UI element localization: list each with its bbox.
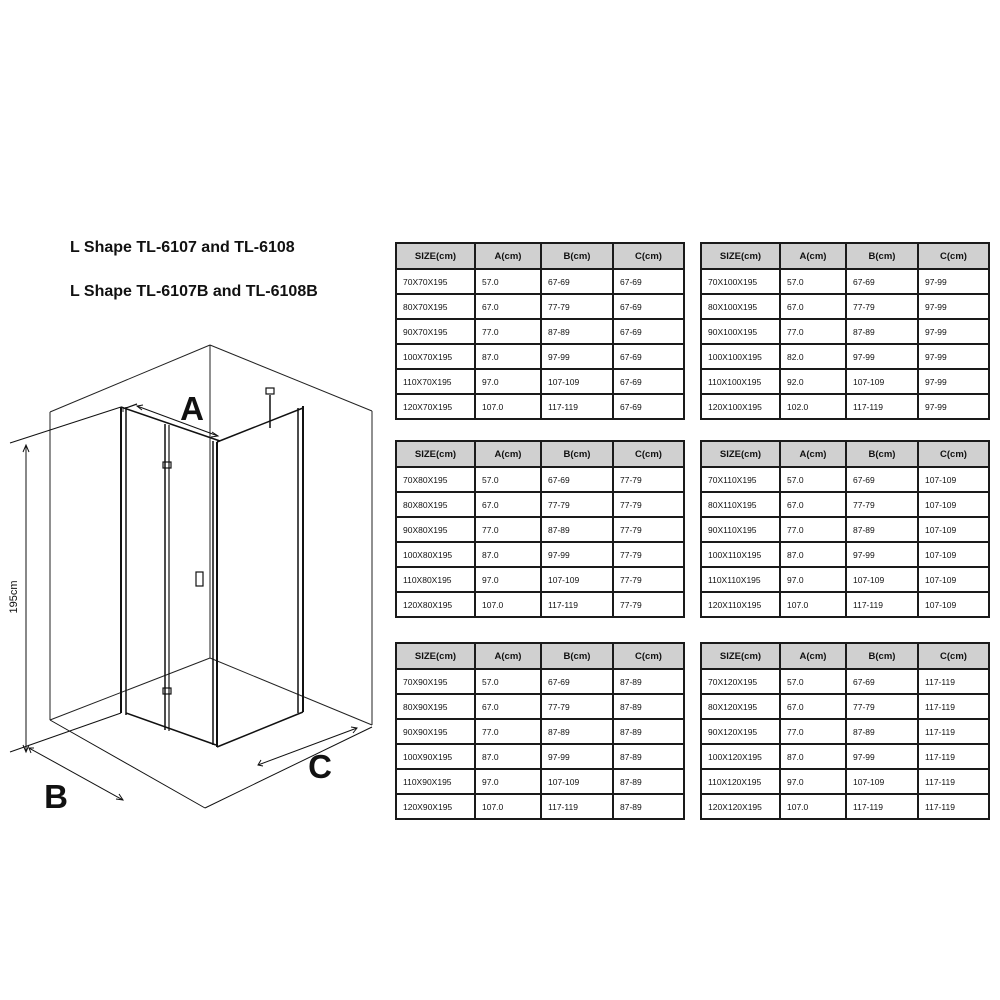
cell-c: 117-119: [918, 694, 989, 719]
cell-size: 80X120X195: [701, 694, 780, 719]
cell-size: 90X90X195: [396, 719, 475, 744]
cell-size: 100X120X195: [701, 744, 780, 769]
cell-b: 117-119: [541, 794, 613, 819]
cell-size: 90X70X195: [396, 319, 475, 344]
cell-c: 117-119: [925, 801, 955, 812]
cell-b: 77-79: [846, 294, 918, 319]
table-row: [396, 769, 684, 794]
cell-a: 67.0: [475, 492, 541, 517]
cell-b: 67-69: [846, 467, 918, 492]
table-row: [701, 769, 989, 794]
cell-a: 57.0: [475, 669, 541, 694]
cell-b: 97-99: [846, 344, 918, 369]
cell-b: 97-99: [541, 344, 613, 369]
table-row: [396, 394, 684, 419]
header-b: B(cm): [541, 441, 613, 467]
table-row: [701, 694, 989, 719]
cell-a: 97.0: [475, 369, 541, 394]
table-row: [701, 492, 989, 517]
cell-c: 67-69: [613, 269, 684, 294]
cell-b: 107-109: [846, 369, 918, 394]
cell-c: 97-99: [918, 294, 989, 319]
header-size: SIZE(cm): [701, 441, 780, 467]
header-c: C(cm): [613, 643, 684, 669]
cell-b: 77-79: [541, 492, 613, 517]
cell-size: 100X70X195: [396, 344, 475, 369]
cell-size: 70X90X195: [396, 669, 475, 694]
cell-size: 110X80X195: [396, 567, 475, 592]
size-table-depth-100: [700, 242, 990, 420]
cell-c: 87-89: [620, 801, 642, 812]
cell-a: 107.0: [780, 592, 846, 617]
cell-c: 87-89: [613, 669, 684, 694]
cell-c: 77-79: [613, 542, 684, 567]
header-a: A(cm): [780, 643, 846, 669]
cell-b: 107-109: [541, 567, 613, 592]
table-row: [701, 369, 989, 394]
cell-b: 117-119: [846, 592, 918, 617]
cell-c: 117-119: [918, 744, 989, 769]
cell-size: 70X70X195: [396, 269, 475, 294]
cell-size: 120X120X195: [701, 794, 780, 819]
cell-b: 67-69: [541, 467, 613, 492]
cell-size: 100X80X195: [396, 542, 475, 567]
cell-a: 57.0: [780, 467, 846, 492]
cell-b: 67-69: [541, 269, 613, 294]
header-b: B(cm): [846, 643, 918, 669]
cell-a: 57.0: [475, 269, 541, 294]
table-row: [701, 794, 989, 819]
cell-size: 90X120X195: [701, 719, 780, 744]
header-size: SIZE(cm): [396, 643, 475, 669]
cell-b: 87-89: [846, 719, 918, 744]
diagram-title-primary: L Shape TL-6107 and TL-6108: [70, 239, 295, 256]
cell-size: 120X90X195: [396, 794, 475, 819]
cell-c: 87-89: [613, 744, 684, 769]
cell-size: 110X100X195: [701, 369, 780, 394]
diagram-title-secondary: L Shape TL-6107B and TL-6108B: [70, 283, 318, 300]
header-a: A(cm): [475, 441, 541, 467]
cell-b: 87-89: [541, 719, 613, 744]
cell-b: 107-109: [541, 369, 613, 394]
cell-b: 87-89: [846, 517, 918, 542]
table-row: [701, 744, 989, 769]
cell-c: 77-79: [613, 517, 684, 542]
cell-a: 67.0: [780, 294, 846, 319]
cell-size: 120X70X195: [396, 394, 475, 419]
cell-c: 77-79: [620, 599, 642, 610]
cell-size: 80X70X195: [396, 294, 475, 319]
table-row: [701, 294, 989, 319]
table-row: [701, 669, 989, 694]
cell-b: 97-99: [541, 744, 613, 769]
cell-size: 70X110X195: [701, 467, 780, 492]
cell-c: 107-109: [918, 542, 989, 567]
table-header-row: [396, 643, 684, 669]
table-row: [396, 467, 684, 492]
cell-b: 87-89: [541, 517, 613, 542]
table-header-row: [701, 643, 989, 669]
header-size: SIZE(cm): [396, 243, 475, 269]
header-c: C(cm): [613, 441, 684, 467]
cell-size: 100X100X195: [701, 344, 780, 369]
cell-c: 97-99: [925, 401, 947, 412]
table-row: [396, 542, 684, 567]
cell-b: 97-99: [846, 542, 918, 567]
cell-c: 67-69: [613, 344, 684, 369]
table-row: [701, 344, 989, 369]
cell-a: 107.0: [780, 794, 846, 819]
cell-size: 90X100X195: [701, 319, 780, 344]
cell-size: 110X70X195: [396, 369, 475, 394]
cell-size: 70X80X195: [396, 467, 475, 492]
cell-a: 67.0: [780, 694, 846, 719]
table-row: [701, 719, 989, 744]
cell-a: 57.0: [780, 669, 846, 694]
cell-b: 117-119: [541, 394, 613, 419]
table-row: [396, 517, 684, 542]
header-a: A(cm): [475, 243, 541, 269]
cell-a: 77.0: [475, 319, 541, 344]
cell-size: 120X100X195: [701, 394, 780, 419]
table-row: [396, 567, 684, 592]
header-b: B(cm): [541, 643, 613, 669]
header-size: SIZE(cm): [701, 643, 780, 669]
cell-a: 77.0: [780, 319, 846, 344]
cell-b: 67-69: [541, 669, 613, 694]
table-row: [701, 592, 989, 617]
cell-a: 87.0: [780, 542, 846, 567]
cell-c: 77-79: [613, 467, 684, 492]
cell-size: 80X90X195: [396, 694, 475, 719]
header-c: C(cm): [918, 243, 989, 269]
cell-size: 120X80X195: [396, 592, 475, 617]
cell-a: 87.0: [475, 744, 541, 769]
shower-enclosure-drawing: [0, 330, 380, 830]
cell-a: 67.0: [475, 694, 541, 719]
room-walls: [50, 345, 372, 725]
cell-a: 102.0: [780, 394, 846, 419]
table-row: [396, 492, 684, 517]
cell-c: 117-119: [918, 769, 989, 794]
cell-b: 77-79: [846, 694, 918, 719]
size-table-depth-90: [395, 642, 685, 820]
table-row: [396, 669, 684, 694]
table-header-row: [396, 441, 684, 467]
header-size: SIZE(cm): [701, 243, 780, 269]
header-b: B(cm): [541, 243, 613, 269]
cell-a: 82.0: [780, 344, 846, 369]
cell-c: 97-99: [918, 369, 989, 394]
cell-b: 117-119: [846, 394, 918, 419]
cell-b: 97-99: [541, 542, 613, 567]
cell-c: 77-79: [613, 492, 684, 517]
cell-c: 117-119: [918, 719, 989, 744]
table-header-row: [396, 243, 684, 269]
cell-c: 87-89: [613, 694, 684, 719]
cell-a: 77.0: [475, 517, 541, 542]
size-table-depth-80: [395, 440, 685, 618]
cell-c: 87-89: [613, 769, 684, 794]
header-a: A(cm): [780, 441, 846, 467]
table-row: [701, 269, 989, 294]
cell-b: 77-79: [846, 492, 918, 517]
cell-c: 117-119: [918, 669, 989, 694]
shower-enclosure: [121, 388, 303, 747]
size-table-depth-70: [395, 242, 685, 420]
cell-b: 87-89: [541, 319, 613, 344]
dimension-label-b: B: [44, 778, 68, 815]
table-row: [396, 319, 684, 344]
table-row: [396, 794, 684, 819]
cell-b: 97-99: [846, 744, 918, 769]
table-row: [396, 694, 684, 719]
cell-c: 87-89: [613, 719, 684, 744]
cell-c: 67-69: [613, 369, 684, 394]
cell-a: 97.0: [475, 567, 541, 592]
cell-b: 107-109: [846, 769, 918, 794]
table-row: [701, 517, 989, 542]
header-b: B(cm): [846, 441, 918, 467]
table-row: [396, 294, 684, 319]
height-label: 195cm: [8, 580, 20, 614]
cell-a: 77.0: [475, 719, 541, 744]
cell-size: 100X90X195: [396, 744, 475, 769]
cell-c: 67-69: [613, 319, 684, 344]
cell-c: 107-109: [918, 517, 989, 542]
cell-a: 92.0: [780, 369, 846, 394]
cell-c: 107-109: [918, 492, 989, 517]
cell-size: 70X100X195: [701, 269, 780, 294]
cell-c: 67-69: [613, 294, 684, 319]
cell-a: 77.0: [780, 719, 846, 744]
cell-b: 107-109: [541, 769, 613, 794]
cell-a: 77.0: [780, 517, 846, 542]
dimension-label-a: A: [180, 390, 204, 427]
cell-b: 87-89: [846, 319, 918, 344]
cell-size: 90X80X195: [396, 517, 475, 542]
header-a: A(cm): [780, 243, 846, 269]
cell-c: 107-109: [918, 567, 989, 592]
table-row: [396, 344, 684, 369]
header-c: C(cm): [613, 243, 684, 269]
cell-a: 87.0: [780, 744, 846, 769]
cell-c: 97-99: [918, 269, 989, 294]
cell-a: 107.0: [475, 592, 541, 617]
cell-a: 67.0: [475, 294, 541, 319]
table-row: [396, 719, 684, 744]
cell-c: 97-99: [918, 344, 989, 369]
cell-b: 117-119: [541, 592, 613, 617]
table-header-row: [701, 441, 989, 467]
table-row: [701, 542, 989, 567]
cell-size: 80X80X195: [396, 492, 475, 517]
header-c: C(cm): [918, 441, 989, 467]
header-a: A(cm): [475, 643, 541, 669]
cell-a: 97.0: [475, 769, 541, 794]
cell-size: 90X110X195: [701, 517, 780, 542]
cell-size: 100X110X195: [701, 542, 780, 567]
cell-a: 67.0: [780, 492, 846, 517]
cell-size: 70X120X195: [701, 669, 780, 694]
cell-b: 77-79: [541, 294, 613, 319]
table-row: [701, 467, 989, 492]
table-row: [396, 744, 684, 769]
table-row: [701, 319, 989, 344]
dimension-label-c: C: [308, 748, 332, 785]
cell-size: 80X110X195: [701, 492, 780, 517]
cell-b: 117-119: [846, 794, 918, 819]
table-header-row: [701, 243, 989, 269]
cell-size: 110X110X195: [701, 567, 780, 592]
cell-c: 67-69: [620, 401, 642, 412]
table-row: [701, 567, 989, 592]
cell-a: 107.0: [475, 394, 541, 419]
size-table-depth-110: [700, 440, 990, 618]
cell-b: 77-79: [541, 694, 613, 719]
cell-b: 67-69: [846, 269, 918, 294]
header-b: B(cm): [846, 243, 918, 269]
cell-a: 87.0: [475, 542, 541, 567]
cell-c: 77-79: [613, 567, 684, 592]
header-size: SIZE(cm): [396, 441, 475, 467]
cell-a: 57.0: [780, 269, 846, 294]
cell-a: 57.0: [475, 467, 541, 492]
cell-a: 97.0: [780, 769, 846, 794]
cell-size: 80X100X195: [701, 294, 780, 319]
table-row: [396, 269, 684, 294]
table-row: [701, 394, 989, 419]
cell-a: 87.0: [475, 344, 541, 369]
cell-b: 67-69: [846, 669, 918, 694]
header-c: C(cm): [918, 643, 989, 669]
cell-size: 110X120X195: [701, 769, 780, 794]
cell-c: 107-109: [918, 467, 989, 492]
cell-size: 120X110X195: [701, 592, 780, 617]
cell-b: 107-109: [846, 567, 918, 592]
cell-a: 97.0: [780, 567, 846, 592]
table-row: [396, 592, 684, 617]
cell-size: 110X90X195: [396, 769, 475, 794]
size-table-depth-120: [700, 642, 990, 820]
cell-c: 97-99: [918, 319, 989, 344]
cell-c: 107-109: [925, 599, 957, 610]
cell-a: 107.0: [475, 794, 541, 819]
table-row: [396, 369, 684, 394]
